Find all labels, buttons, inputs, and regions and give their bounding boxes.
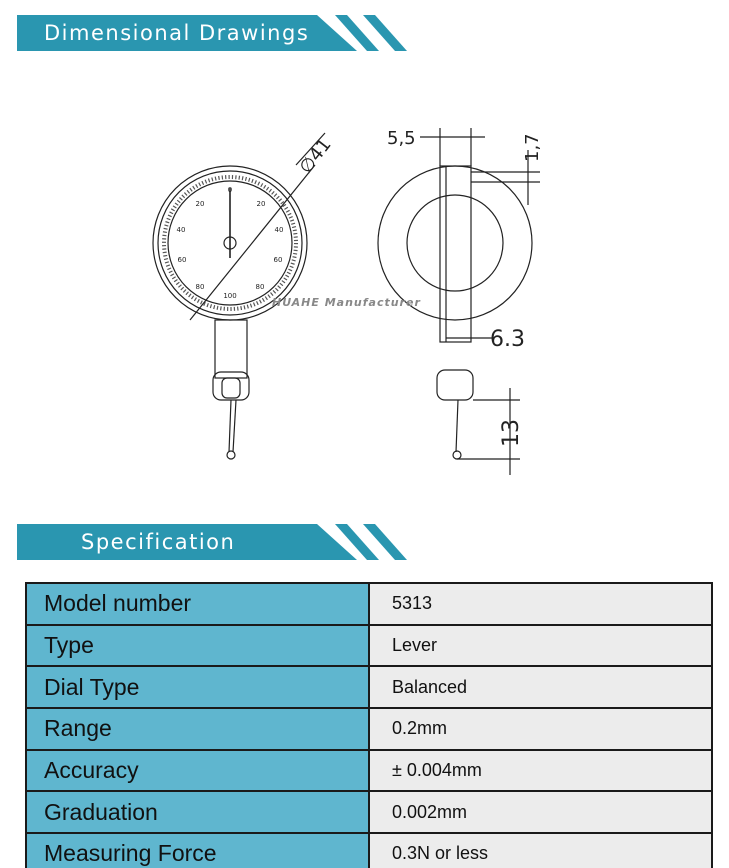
section-banner-spec [17,524,407,560]
dial-label: 80 [255,283,265,291]
dimension-thickness: 6.3 [490,327,525,352]
spec-value: 0.002mm [369,791,712,833]
dial-label: 0 [227,186,233,194]
dial-label: 60 [177,256,187,264]
dimension-tip: 13 [499,419,524,447]
watermark: HUAHE Manufacturer [272,296,421,309]
dial-label: 20 [195,200,205,208]
spec-value: 0.3N or less [369,833,712,868]
side-probe-ball [453,451,461,459]
probe-stylus-edge [233,400,236,452]
dial-label: 20 [256,200,266,208]
side-back-cap [407,195,503,291]
dimensional-drawing [140,110,560,480]
dial-label: 40 [274,226,284,234]
indicator-stem [215,320,247,378]
side-body [440,166,471,342]
section-title-spec: Specification [81,530,236,554]
side-stylus [456,400,458,452]
spec-label: Type [26,625,369,667]
dial-label: 40 [176,226,186,234]
dimension-width: 5,5 [387,128,416,149]
spec-value: ± 0.004mm [369,750,712,792]
spec-label: Accuracy [26,750,369,792]
spec-label: Graduation [26,791,369,833]
side-clamp [437,370,473,400]
table-row [26,666,712,708]
dial-label: 80 [195,283,205,291]
spec-label: Range [26,708,369,750]
indicator-clamp [213,372,249,400]
dial-label: 100 [223,292,237,300]
table-row [26,625,712,667]
probe-stylus [229,400,231,452]
spec-table [25,582,713,868]
spec-label: Model number [26,583,369,625]
table-row [26,833,712,868]
probe-ball [227,451,235,459]
section-banner-drawings [17,15,407,51]
table-row [26,583,712,625]
spec-value: 0.2mm [369,708,712,750]
spec-label: Dial Type [26,666,369,708]
table-row [26,750,712,792]
spec-value: 5313 [369,583,712,625]
section-title-drawings: Dimensional Drawings [44,21,310,45]
dimension-offset: 1,7 [522,133,543,162]
spec-label: Measuring Force [26,833,369,868]
table-row [26,708,712,750]
spec-value: Lever [369,625,712,667]
dimension-diameter: ∅41 [295,134,336,178]
indicator-clamp-inner [222,378,240,398]
spec-value: Balanced [369,666,712,708]
table-row [26,791,712,833]
dial-label: 60 [273,256,283,264]
